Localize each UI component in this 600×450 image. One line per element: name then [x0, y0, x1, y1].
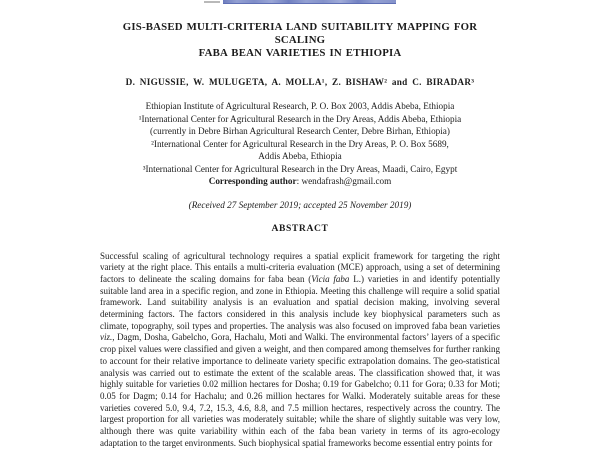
corresponding-author-label: Corresponding author	[208, 176, 297, 186]
corresponding-author-email: : wendafrash@gmail.com	[296, 176, 392, 186]
affiliation-line: ³International Center for Agricultural Research in the Dry Areas, Maadi, Cairo, Egypt	[142, 163, 458, 174]
affiliation-line: Addis Abeba, Ethiopia	[258, 151, 342, 161]
received-accepted-dates: (Received 27 September 2019; accepted 25 November 2019)	[188, 199, 412, 210]
corresponding-author-line	[100, 175, 500, 188]
abstract-heading: ABSTRACT	[271, 222, 329, 234]
affiliation-line: (currently in Debre Birhan Agricultural Research Center, Debre Birhan, Ethiopia)	[150, 126, 450, 136]
paper-title-line-2: FABA BEAN VARIETIES IN ETHIOPIA	[198, 47, 402, 59]
paper-title	[100, 21, 500, 60]
affiliations-block	[100, 100, 500, 188]
affiliation-line: ²International Center for Agricultural Research in the Dry Areas, P. O. Box 5689,	[151, 138, 449, 149]
authors-line: D. NIGUSSIE, W. MULUGETA, A. MOLLA¹, Z. BISHAW² and C. BIRADAR³	[125, 77, 475, 87]
paper-title-line-1: GIS-BASED MULTI-CRITERIA LAND SUITABILITY MAPPING FOR SCALING	[122, 21, 478, 46]
abstract-text: Successful scaling of agricultural technology requires a spatial explicit framework for targeting the right variety at the right place. This entails a multi-criteria evaluation (MCE) approach, using a set of determining factors to delineate the scaling domains for faba bean (Vicia faba L.) varieties in and identify potentially suitable land area in a specific region, and zone in Ethiopia. Meeting this challenge will require a solid spatial framework. Land suitability analysis is an evaluation and spatial decision making, involving several determining factors. The factors considered in this analysis include key biophysical parameters such as climate, topography, soil types and properties. The analysis was also focused on improved faba bean varieties viz., Dagm, Dosha, Gabelcho, Gora, Hachalu, Moti and Walki. The environmental factors’ layers of a specific crop pixel values were classified and given a weight, and then compared among themselves for further ranking to account for their relative importance to delineate variety specific extrapolation domains. The geo-statistical analysis was carried out to estimate the extent of the scalable areas. The classification showed that, it was highly suitable for varieties 0.02 million hectares for Dosha; 0.19 for Gabelcho; 0.11 for Gora; 0.33 for Moti; 0.05 for Dagm; 0.14 for Hachalu; and 0.26 million hectares for Walki. Moderately suitable areas for these varieties covered 5.0, 9.4, 7.2, 15.3, 4.6, 8.8, and 7.5 million hectares, respectively across the country. The largest proportion for all varieties was moderately suitable; while the share of slightly suitable was very low, although there was quite variability within each of the faba bean variety in terms of its agro-ecology adaptation to the target environments. Such biophysical spatial frameworks become essential entry points for	[100, 250, 500, 448]
affiliation-line: ¹International Center for Agricultural Research in the Dry Areas, Addis Abeba, Ethiopia	[138, 113, 462, 124]
document-column	[100, 0, 500, 449]
affiliation-line: Ethiopian Institute of Agricultural Research, P. O. Box 2003, Addis Abeba, Ethiopia	[145, 101, 455, 111]
